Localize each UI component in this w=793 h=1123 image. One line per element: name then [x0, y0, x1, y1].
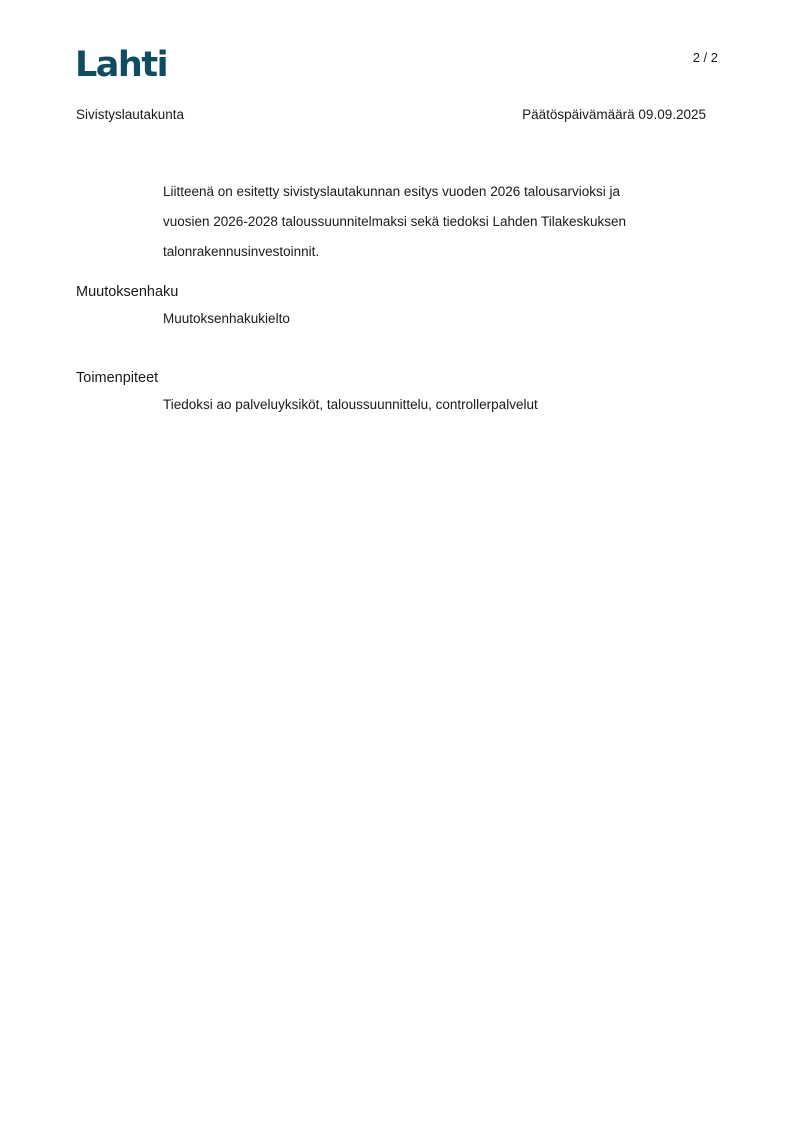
- page-number: 2 / 2: [692, 50, 718, 65]
- section-text-toimenpiteet: Tiedoksi ao palveluyksiköt, taloussuunnittelu, controllerpalvelut: [163, 397, 538, 412]
- organization-name: Sivistyslautakunta: [76, 107, 185, 122]
- lahti-logo: [75, 45, 168, 85]
- decision-date: Päätöspäivämäärä 09.09.2025: [522, 107, 706, 122]
- paragraph-line: Liitteenä on esitetty sivistyslautakunnan esitys vuoden 2026 talousarvioksi ja: [163, 184, 621, 199]
- section-heading-muutoksenhaku: Muutoksenhaku: [76, 284, 179, 300]
- section-heading-toimenpiteet: Toimenpiteet: [76, 370, 159, 386]
- paragraph-line: talonrakennusinvestoinnit.: [163, 244, 320, 259]
- logo-text: Lahti: [75, 45, 168, 85]
- paragraph-line: vuosien 2026-2028 taloussuunnitelmaksi sekä tiedoksi Lahden Tilakeskuksen: [163, 214, 627, 229]
- body-paragraph: [163, 177, 703, 267]
- section-text-muutoksenhaku: Muutoksenhakukielto: [163, 311, 290, 326]
